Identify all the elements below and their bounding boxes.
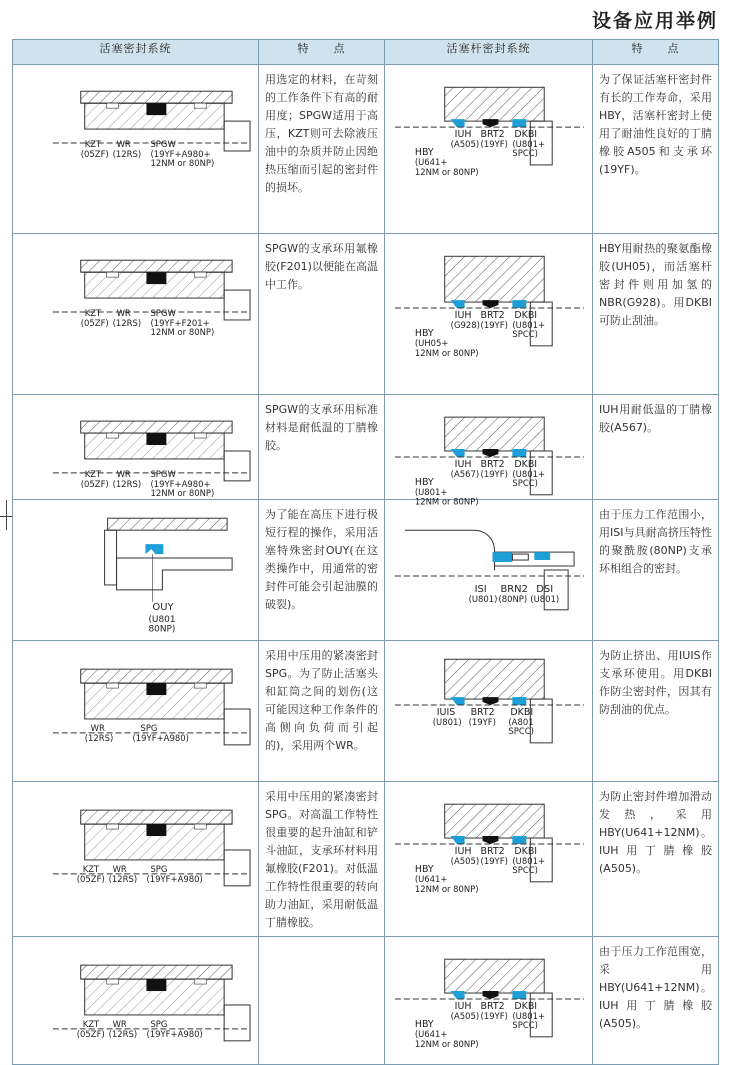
- piston-diagram-cell: [13, 500, 259, 641]
- seal-label: SPG: [150, 863, 168, 874]
- seal-label: (U801+: [512, 1010, 546, 1021]
- seal-label: WR: [112, 863, 127, 874]
- seal-label: KZT: [84, 307, 102, 318]
- rod-feature-text: 为防止挤出、用IUIS作支承环使用。用DKBI作防尘密封件，因其有防刮油的优点。: [593, 641, 719, 782]
- seal-label: SPCC): [508, 725, 534, 736]
- seal-label: 12NM or 80NP): [150, 326, 215, 337]
- rod-feature-text: 为了保证活塞杆密封件有长的工作寿命，采用HBY，活塞杆密封上使用了耐油性良好的丁腈橡胶A505和支承环(19YF)。: [593, 65, 719, 234]
- seal-label: BRT2: [480, 309, 505, 321]
- seal-label: (A505): [450, 139, 480, 150]
- seal-label: (U641+: [414, 156, 448, 167]
- seal-label: HBY: [414, 1018, 434, 1030]
- seal-label: (19YF+A980): [132, 732, 189, 743]
- crop-mark: [6, 500, 7, 530]
- seal-label: (U801+: [512, 319, 546, 330]
- piston-feature-text: SPGW的支承环用氟橡胶(F201)以便能在高温中工作。: [259, 234, 385, 395]
- seal-label: KZT: [82, 863, 100, 874]
- seal-label: HBY: [414, 146, 434, 158]
- seal-label: IUH: [454, 458, 472, 470]
- seal-label: SPGW: [150, 468, 176, 479]
- seal-label: DKBI: [514, 309, 538, 321]
- seal-label: WR: [116, 468, 131, 479]
- seal-label: (A801: [508, 716, 534, 727]
- seal-label: (U801+: [512, 468, 546, 479]
- seal-label: BRT2: [470, 706, 495, 718]
- table-row: [13, 641, 719, 782]
- seal-label: 80NP): [148, 624, 176, 635]
- seal-label: KZT: [82, 1018, 100, 1029]
- piston-diagram-cell: [13, 782, 259, 937]
- piston-feature-text: 用选定的材料，在苛刻的工作条件下有高的耐用度；SPGW适用于高压，KZT则可去除液压油中的杂质并防止因绝热压缩而引起的密封件的损坏。: [259, 65, 385, 234]
- seal-label: (U641+: [414, 1028, 448, 1039]
- header-rod-system: 活塞杆密封系统: [385, 40, 593, 65]
- seal-label: BRT2: [480, 1000, 505, 1012]
- seal-label: (19YF+A980+: [150, 478, 211, 489]
- seal-label: DKBI: [514, 129, 538, 141]
- seal-label: (05ZF): [80, 148, 109, 159]
- seal-label: (U801): [432, 716, 462, 727]
- seal-label: KZT: [84, 139, 102, 150]
- seal-label: KZT: [84, 468, 102, 479]
- seal-label: 12NM or 80NP): [414, 496, 479, 507]
- header-piston-system: 活塞密封系统: [13, 40, 259, 65]
- seal-label: (12RS): [108, 1028, 138, 1039]
- rod-diagram-cell: [385, 234, 593, 395]
- table-row: [13, 500, 719, 641]
- seal-label: (19YF): [480, 319, 508, 330]
- piston-diagram-cell: [13, 641, 259, 782]
- seal-label: SPCC): [512, 477, 538, 488]
- seal-label: BRT2: [480, 458, 505, 470]
- seal-label: (19YF): [480, 1010, 508, 1021]
- seal-label: (19YF+A980): [146, 1028, 203, 1039]
- seal-label: (U801): [530, 593, 560, 604]
- seal-label: (19YF+A980): [146, 873, 203, 884]
- piston-feature-text: 为了能在高压下进行极短行程的操作，采用活塞特殊密封OUY(在这类操作中，用通常的密封件可能会引起油膜的破裂)。: [259, 500, 385, 641]
- seal-label: ISI: [474, 583, 487, 595]
- seal-label: BRN2: [500, 583, 528, 595]
- seal-label: BRT2: [480, 129, 505, 141]
- seal-label: SPG: [140, 722, 158, 733]
- seal-label: 12NM or 80NP): [150, 487, 215, 498]
- rod-seal-diagram: [385, 395, 592, 507]
- piston-seal-diagram: [13, 937, 258, 1064]
- rod-diagram-cell: [385, 395, 593, 507]
- table-row: [13, 234, 719, 395]
- seal-label: (19YF+A980+: [150, 148, 211, 159]
- rod-diagram-cell: [385, 782, 593, 937]
- table-row: [13, 782, 719, 937]
- piston-seal-diagram: [13, 782, 258, 906]
- seal-label: IUH: [454, 129, 472, 141]
- seal-label: SPCC): [512, 147, 538, 158]
- rod-seal-diagram: [385, 782, 592, 906]
- seal-label: (19YF): [468, 716, 496, 727]
- seal-label: (19YF): [480, 855, 508, 866]
- seal-label: (12RS): [112, 148, 142, 159]
- rod-feature-text: HBY用耐热的聚氨酯橡胶(UH05)，而活塞杆密封件则用加氢的NBR(G928)。用DKBI可防止刮油。: [593, 234, 719, 395]
- seal-label: OUY: [152, 601, 174, 613]
- seal-label: HBY: [414, 476, 434, 488]
- header-features: 特 点: [259, 40, 385, 65]
- rod-diagram-cell: [385, 500, 593, 641]
- seal-label: IUH: [454, 845, 472, 857]
- table-row: [13, 937, 719, 1065]
- piston-seal-diagram: [13, 395, 258, 499]
- seal-label: BRT2: [480, 845, 505, 857]
- rod-seal-diagram: [385, 641, 592, 781]
- seal-label: (12RS): [112, 478, 142, 489]
- piston-feature-text: [259, 937, 385, 1065]
- seal-label: SPCC): [512, 1019, 538, 1030]
- rod-diagram-cell: [385, 65, 593, 234]
- seal-label: (U801): [468, 593, 498, 604]
- piston-feature-text: 采用中压用的紧凑密封SPG。为了防止活塞头和缸筒之间的划伤(这可能因这种工作条件的高侧向负荷而引起的)，采用两个WR。: [259, 641, 385, 782]
- seal-label: (U801: [148, 614, 176, 625]
- rod-seal-diagram: [385, 65, 592, 233]
- piston-seal-diagram: [13, 500, 258, 640]
- seal-label: SPGW: [150, 139, 176, 150]
- seal-label: (05ZF): [76, 873, 105, 884]
- seal-label: WR: [90, 722, 105, 733]
- piston-diagram-cell: [13, 65, 259, 234]
- rod-feature-text: IUH用耐低温的丁腈橡胶(A567)。: [593, 395, 719, 500]
- rod-feature-text: 由于压力工作范围宽，采用HBY(U641+12NM)。IUH用丁腈橡胶(A505)。: [593, 937, 719, 1065]
- piston-feature-text: SPGW的支承环用标准材料是耐低温的丁腈橡胶。: [259, 395, 385, 500]
- seal-label: IUH: [454, 1000, 472, 1012]
- rod-feature-text: 由于压力工作范围小，用ISI与具耐高挤压特性的聚酰胺(80NP)支承环相组合的密封。: [593, 500, 719, 641]
- seal-label: IUH: [454, 309, 472, 321]
- seal-label: (U801+: [512, 139, 546, 150]
- seal-label: SPCC): [512, 864, 538, 875]
- seal-label: 12NM or 80NP): [414, 1038, 479, 1049]
- seal-label: (U801+: [414, 486, 448, 497]
- seal-label: (G928): [450, 319, 480, 330]
- seal-label: DKBI: [514, 845, 538, 857]
- seal-label: DSI: [536, 583, 554, 595]
- seal-label: (19YF+F201+: [150, 317, 210, 328]
- piston-feature-text: 采用中压用的紧凑密封SPG。对高温工作特性很重要的起升油缸和铲斗油缸，支承环材料用氟橡胶(F201)。对低温工作特性很重要的转向助力油缸，采用耐低温丁腈橡胶。: [259, 782, 385, 937]
- seal-label: SPG: [150, 1018, 168, 1029]
- seal-label: WR: [116, 139, 131, 150]
- rod-diagram-cell: [385, 937, 593, 1065]
- table-row: [13, 395, 719, 500]
- seal-application-table: [12, 39, 719, 1065]
- seal-label: (05ZF): [80, 317, 109, 328]
- seal-label: 12NM or 80NP): [414, 166, 479, 177]
- seal-label: DKBI: [514, 1000, 538, 1012]
- piston-seal-diagram: [13, 641, 258, 781]
- seal-label: (U801+: [512, 855, 546, 866]
- seal-label: (12RS): [84, 732, 114, 743]
- rod-seal-diagram: [385, 937, 592, 1064]
- page-title: 设备应用举例: [591, 10, 718, 32]
- rod-seal-diagram: [385, 234, 592, 394]
- seal-label: (A567): [450, 468, 480, 479]
- seal-label: IUIS: [436, 706, 456, 718]
- seal-label: (12RS): [108, 873, 138, 884]
- seal-label: (A505): [450, 855, 480, 866]
- seal-label: (80NP): [498, 593, 528, 604]
- rod-diagram-cell: [385, 641, 593, 782]
- seal-label: (19YF): [480, 468, 508, 479]
- seal-label: (05ZF): [76, 1028, 105, 1039]
- seal-label: (A505): [450, 1010, 480, 1021]
- seal-label: (12RS): [112, 317, 142, 328]
- table-header-row: [13, 40, 719, 65]
- seal-label: (U641+: [414, 873, 448, 884]
- seal-label: SPCC): [512, 328, 538, 339]
- piston-diagram-cell: [13, 395, 259, 500]
- seal-label: 12NM or 80NP): [150, 157, 215, 168]
- piston-seal-diagram: [13, 234, 258, 394]
- seal-label: 12NM or 80NP): [414, 347, 479, 358]
- seal-label: HBY: [414, 327, 434, 339]
- seal-label: (05ZF): [80, 478, 109, 489]
- seal-label: 12NM or 80NP): [414, 883, 479, 894]
- seal-label: WR: [112, 1018, 127, 1029]
- rod-seal-diagram: [385, 500, 592, 640]
- seal-label: WR: [116, 307, 131, 318]
- seal-label: DKBI: [514, 458, 538, 470]
- header-features: 特 点: [593, 40, 719, 65]
- seal-label: (19YF): [480, 139, 508, 150]
- seal-label: HBY: [414, 863, 434, 875]
- piston-diagram-cell: [13, 234, 259, 395]
- rod-feature-text: 为防止密封件增加滑动发热，采用HBY(U641+12NM)。IUH用丁腈橡胶(A505)。: [593, 782, 719, 937]
- piston-seal-diagram: [13, 65, 258, 233]
- seal-label: SPGW: [150, 307, 176, 318]
- seal-label: DKBI: [510, 706, 534, 718]
- seal-label: (UH05+: [414, 337, 449, 348]
- piston-diagram-cell: [13, 937, 259, 1065]
- table-row: [13, 65, 719, 234]
